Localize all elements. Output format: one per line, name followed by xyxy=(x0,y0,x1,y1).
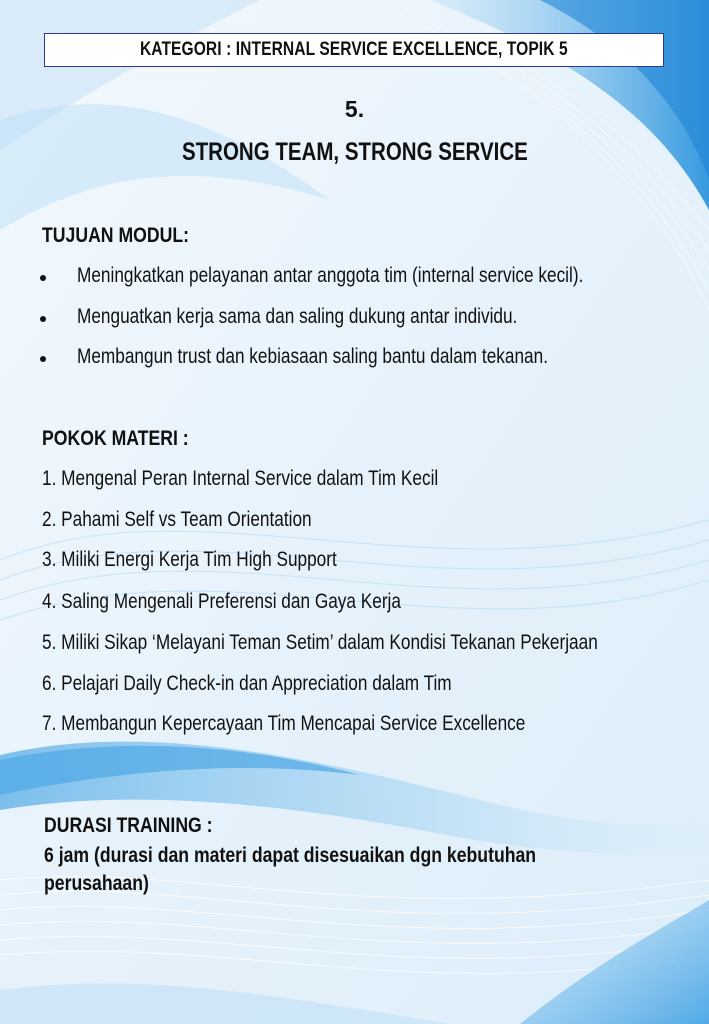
material-item: 1. Mengenal Peran Internal Service dalam Tim Kecil xyxy=(42,467,439,490)
bullet-icon xyxy=(40,316,46,322)
objective-item: Menguatkan kerja sama dan saling dukung antar individu. xyxy=(40,305,680,335)
duration-heading: DURASI TRAINING : xyxy=(44,814,213,837)
objective-item: Meningkatkan pelayanan antar anggota tim (internal service kecil). xyxy=(40,264,680,294)
objectives-heading: TUJUAN MODUL: xyxy=(42,224,189,247)
material-item: 4. Saling Mengenali Preferensi dan Gaya Kerja xyxy=(42,590,401,613)
objective-item: Membangun trust dan kebiasaan saling bantu dalam tekanan. xyxy=(40,345,680,375)
topic-number: 5. xyxy=(344,96,365,122)
materials-heading: POKOK MATERI : xyxy=(42,427,189,450)
material-item: 6. Pelajari Daily Check-in dan Appreciation dalam Tim xyxy=(42,672,452,695)
topic-title-text: STRONG TEAM, STRONG SERVICE xyxy=(181,138,528,166)
material-item: 2. Pahami Self vs Team Orientation xyxy=(42,508,312,531)
category-box xyxy=(44,33,664,67)
material-item: 3. Miliki Energi Kerja Tim High Support xyxy=(42,548,337,571)
bullet-icon xyxy=(40,356,46,362)
bullet-icon xyxy=(40,275,46,281)
material-item: 7. Membangun Kepercayaan Tim Mencapai Service Excellence xyxy=(42,712,526,735)
material-item: 5. Miliki Sikap ‘Melayani Teman Setim’ dalam Kondisi Tekanan Pekerjaan xyxy=(42,631,598,654)
topic-title xyxy=(0,138,709,167)
category-label: KATEGORI : INTERNAL SERVICE EXCELLENCE, TOPIK 5 xyxy=(140,39,568,60)
duration-text: 6 jam (durasi dan materi dapat disesuaikan dgn kebutuhan perusahaan) xyxy=(44,844,537,895)
